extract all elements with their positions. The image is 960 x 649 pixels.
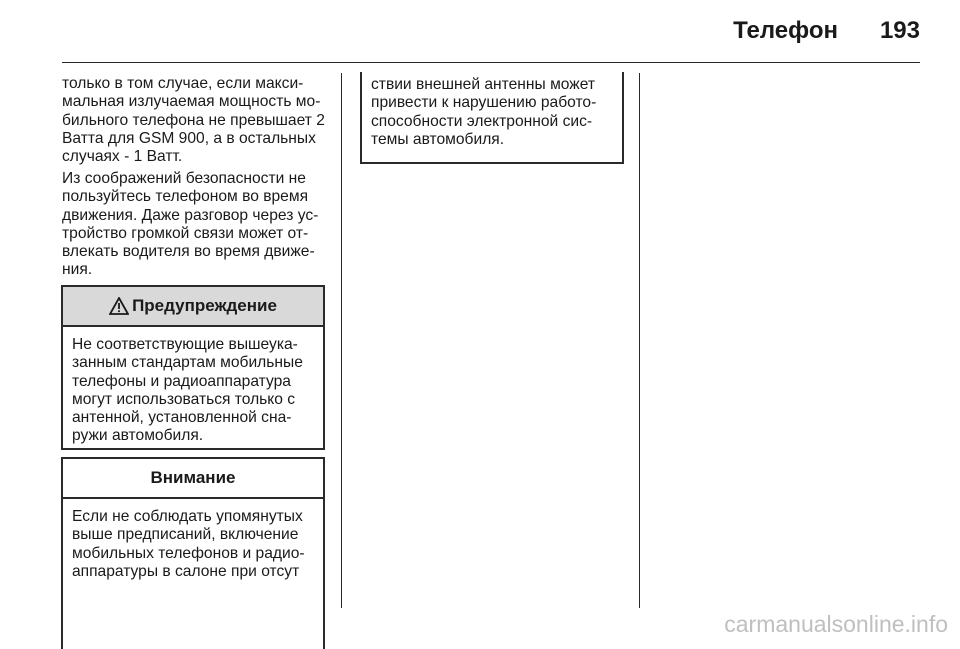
- page-header: [62, 0, 920, 63]
- column-divider-left: [341, 73, 342, 608]
- caution-box-continued: [360, 72, 624, 164]
- warning-title: Предупреждение: [132, 296, 277, 315]
- caution-text-continued: ствии внешней антенны может привести к нарушению работоспособности электронной системы автомобиля.: [371, 76, 597, 148]
- warning-box: [61, 285, 325, 450]
- caution-text: Если не соблюдать упомянутых выше предписаний, включение мобильных телефонов и радиоаппаратуры в салоне при отсут: [72, 508, 305, 580]
- page-title: Телефон: [733, 17, 838, 44]
- caution-box: [61, 457, 325, 649]
- column-divider-right: [639, 73, 640, 608]
- warning-header: [63, 287, 323, 327]
- warning-text: Не соответствующие вышеуказанным стандартам мобильные телефоны и радиоаппаратура могут использоваться только с антенной, установленной снаружи автомобиля.: [72, 336, 303, 445]
- body-paragraph: Из соображений безопасности не пользуйтесь телефоном во время движения. Даже разговор через устройство громкой связи может отвлекать водителя во время движения.: [62, 170, 319, 279]
- watermark: carmanualsonline.info: [724, 611, 948, 637]
- caution-title: Внимание: [150, 468, 236, 487]
- body-paragraph: только в том случае, если максимальная излучаемая мощность мобильного телефона не превышает 2 Ватта для GSM 900, а в остальных случаях - 1 Ватт.: [62, 75, 325, 166]
- caution-header: [63, 459, 323, 499]
- warning-triangle-icon: [109, 297, 129, 315]
- page-number: 193: [879, 17, 920, 44]
